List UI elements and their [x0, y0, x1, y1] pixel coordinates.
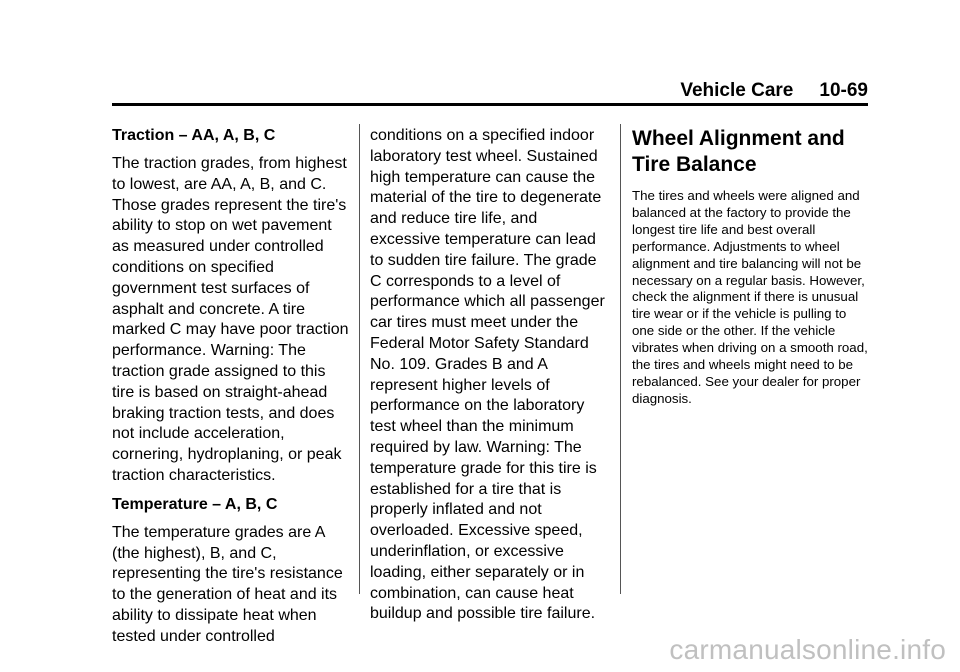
column-1	[112, 126, 352, 656]
temperature-paragraph-continued: conditions on a specified indoor laboratory test wheel. Sustained high temperature can cause the material of the tire to degenerate and reduce tire life, and excessive temperature can lead to sudden tire failure. The grade C corresponds to a level of performance which all passenger car tires must meet under the Federal Motor Safety Standard No. 109. Grades B and A represent higher levels of performance on the laboratory test wheel than the minimum required by law. Warning: The temperature grade for this tire is established for a tire that is properly inflated and not overloaded. Excessive speed, underinflation, or excessive loading, either separately or in combination, can cause heat buildup and possible tire failure.	[370, 127, 605, 623]
column-divider-1	[359, 124, 360, 594]
page-header	[680, 80, 868, 102]
traction-paragraph: The traction grades, from highest to lowest, are AA, A, B, and C. Those grades represent the tire's ability to stop on wet pavement as measured under controlled conditions on specified government test surfaces of asphalt and concrete. A tire marked C may have poor traction performance. Warning: The traction grade assigned to this tire is based on straight-ahead braking traction tests, and does not include acceleration, cornering, hydroplaning, or peak traction characteristics.	[112, 155, 349, 484]
temperature-paragraph: The temperature grades are A (the highest), B, and C, representing the tire's resistance to the generation of heat and its ability to dissipate heat when tested under controlled	[112, 523, 343, 645]
temperature-heading: Temperature – A, B, C	[112, 495, 278, 513]
wheel-alignment-paragraph: The tires and wheels were aligned and balanced at the factory to provide the longest tire life and best overall performance. Adjustments to wheel alignment and tire balancing will not be necessary on a regular basis. However, check the alignment if there is unusual tire wear or if the vehicle is pulling to one side or the other. If the vehicle vibrates when driving on a smooth road, the tires and wheels might need to be rebalanced. See your dealer for proper diagnosis.	[632, 188, 868, 406]
page-number: 10-69	[819, 80, 868, 101]
traction-heading: Traction – AA, A, B, C	[112, 127, 276, 144]
column-3	[632, 126, 872, 408]
column-2	[370, 126, 610, 633]
wheel-alignment-heading: Wheel Alignment and Tire Balance	[632, 127, 845, 176]
watermark: carmanualsonline.info	[669, 634, 946, 665]
column-divider-2	[620, 124, 621, 594]
header-rule	[112, 103, 868, 106]
section-title: Vehicle Care	[680, 80, 794, 101]
